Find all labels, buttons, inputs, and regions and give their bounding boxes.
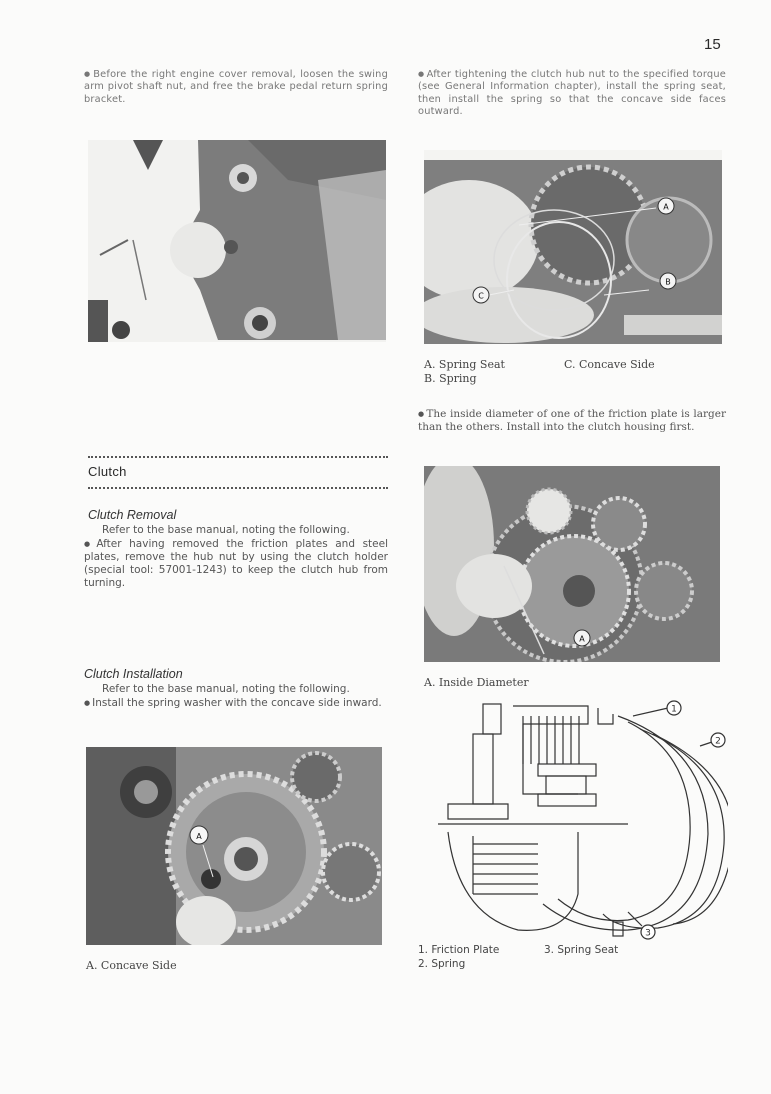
clutch-removal-intro: Refer to the base manual, noting the following. <box>102 524 350 536</box>
caption-spring: B. Spring <box>424 372 477 385</box>
caption-spring-seat: A. Spring Seat <box>424 358 505 371</box>
clutch-exploded-diagram <box>428 694 728 940</box>
photo-spring-seat <box>424 150 722 344</box>
caption-friction-plate: 1. Friction Plate <box>418 944 500 956</box>
section-divider-top <box>88 456 388 458</box>
section-title: Clutch <box>88 464 127 479</box>
clutch-installation-intro: Refer to the base manual, noting the following. <box>102 683 350 695</box>
swing-arm-photo-illustration <box>88 140 386 342</box>
clutch-removal-heading: Clutch Removal <box>88 508 177 522</box>
clutch-cross-section-drawing <box>428 694 728 940</box>
clutch-removal-bullet: ● After having removed the friction plates and steel plates, remove the hub nut by using the clutch holder (special tool: 57001-1243) to keep the clutch hub from turning. <box>84 538 388 590</box>
section-divider-bottom <box>88 487 388 489</box>
spring-washer-photo-illustration <box>86 747 382 945</box>
callout-c: C <box>478 291 484 301</box>
top-right-bullet: ● After tightening the clutch hub nut to the specified torque (see General Information chapter), install the spring seat, then install the spring so that the concave side faces outward. <box>418 68 726 119</box>
inside-diameter-photo-illustration <box>424 466 720 662</box>
callout-a: A <box>579 634 585 644</box>
page-number: 15 <box>704 36 721 53</box>
clutch-installation-bullet: ● Install the spring washer with the concave side inward. <box>84 697 388 710</box>
mid-right-bullet: ● The inside diameter of one of the friction plate is larger than the others. Install into the clutch housing first. <box>418 408 726 434</box>
caption-inside-diameter: A. Inside Diameter <box>424 676 529 689</box>
diagram-callout-3: 3 <box>645 928 651 939</box>
caption-concave-side-top: C. Concave Side <box>564 358 655 371</box>
caption-spring-seat-diagram: 3. Spring Seat <box>544 944 619 956</box>
callout-b: B <box>665 277 671 287</box>
photo-swing-arm <box>88 140 386 342</box>
photo-inside-diameter <box>424 466 720 662</box>
callout-a: A <box>663 202 669 212</box>
callout-a: A <box>196 832 202 841</box>
photo-spring-washer <box>86 747 382 945</box>
clutch-installation-heading: Clutch Installation <box>84 667 183 681</box>
diagram-callout-2: 2 <box>715 736 721 747</box>
spring-seat-photo-illustration <box>424 150 722 344</box>
intro-bullet: ● Before the right engine cover removal, loosen the swing arm pivot shaft nut, and free the brake pedal return spring bracket. <box>84 68 388 106</box>
caption-concave-side: A. Concave Side <box>86 959 177 972</box>
diagram-callout-1: 1 <box>671 704 677 715</box>
caption-spring-diagram: 2. Spring <box>418 958 466 970</box>
